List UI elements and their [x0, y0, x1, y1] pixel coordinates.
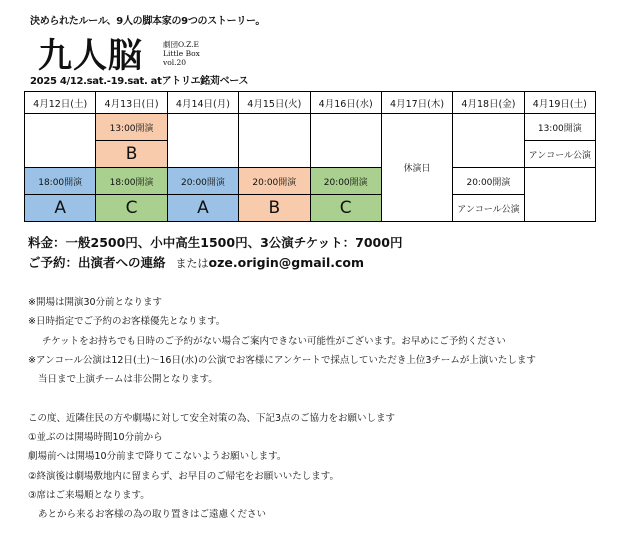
note-line: チケットをお持ちでも日時のご予約がない場合ご案内できない可能性がございます。お早めにご予約ください — [42, 335, 506, 347]
team-cell — [96, 195, 167, 222]
schedule-row — [25, 114, 596, 141]
date-header: 4月19日(土) — [524, 92, 595, 114]
schedule-row — [25, 168, 596, 195]
note-line: 劇場前へは開場10分前まで降りてこないようお願いします。 — [28, 451, 287, 463]
note-line: ※日時指定でご予約のお客様優先となります。 — [28, 316, 226, 328]
empty-slot — [239, 114, 310, 168]
note-line: この度、近隣住民の方や劇場に対して安全対策の為、下記3点のご協力をお願いします — [28, 412, 396, 424]
reservation-or: または — [175, 257, 209, 270]
note-line: 当日まで上演チームは非公開となります。 — [38, 374, 218, 386]
team-letter: B — [268, 198, 281, 218]
flyer-header — [30, 6, 330, 88]
series-name: Little Box — [163, 49, 200, 58]
team-letter: C — [125, 198, 138, 218]
reservation-info — [28, 253, 364, 271]
date-header: 4月17日(木) — [381, 92, 452, 114]
date-header: 4月12日(土) — [25, 92, 96, 114]
reservation-label: ご予約：出演者への連絡 — [28, 255, 166, 270]
team-cell — [167, 195, 238, 222]
slot-time: 20:00開演 — [453, 168, 524, 195]
rest-day-cell: 休演日 — [381, 114, 452, 222]
ticket-price: 料金：一般2500円、小中高生1500円、3公演チケット：7000円 — [28, 235, 403, 250]
note-line: ※アンコール公演は12日(土)～16日(水)の公演でお客様にアンケートで採点していただき上位3チームが上演いたします — [28, 354, 536, 366]
empty-slot — [25, 114, 96, 168]
empty-slot — [167, 114, 238, 168]
slot-time: 20:00開演 — [239, 168, 310, 195]
team-letter: B — [125, 144, 138, 164]
slot-time: 13:00開演 — [96, 114, 167, 141]
note-spacer — [28, 389, 536, 408]
slot-time: 13:00開演 — [524, 114, 595, 141]
team-cell — [239, 195, 310, 222]
date-header: 4月14日(月) — [167, 92, 238, 114]
encore-label: アンコール公演 — [524, 141, 595, 168]
team-cell — [96, 141, 167, 168]
team-cell — [310, 195, 381, 222]
show-title: 九人脳 — [38, 36, 143, 76]
empty-slot — [524, 168, 595, 222]
slot-time: 18:00開演 — [96, 168, 167, 195]
note-line: ③席はご来場順となります。 — [28, 489, 150, 501]
slot-time: 18:00開演 — [25, 168, 96, 195]
performance-schedule-table — [24, 91, 596, 222]
slot-time: 20:00開演 — [310, 168, 381, 195]
tagline: 決められたルール、9人の脚本家の9つのストーリー。 — [30, 16, 266, 27]
run-dates: 2025 4/12.sat.-19.sat. atアトリエ銘苅ベース — [30, 76, 249, 87]
date-header: 4月16日(水) — [310, 92, 381, 114]
empty-slot — [310, 114, 381, 168]
schedule-row — [25, 195, 596, 222]
team-cell — [25, 195, 96, 222]
note-line: ②終演後は劇場敷地内に留まらず、お早目のご帰宅をお願いいたします。 — [28, 470, 339, 482]
reservation-email[interactable]: oze.origin@gmail.com — [208, 255, 365, 270]
encore-label: アンコール公演 — [453, 195, 524, 222]
volume-number: vol.20 — [163, 58, 187, 67]
company-name: 劇団O.Z.E — [163, 40, 200, 49]
notes-section — [28, 293, 536, 525]
date-header: 4月18日(金) — [453, 92, 524, 114]
schedule-header-row — [25, 92, 596, 114]
note-line: あとから来るお客様の為の取り置きはご遠慮ください — [38, 509, 267, 521]
team-letter: C — [339, 198, 352, 218]
empty-slot — [453, 114, 524, 168]
note-line: ※開場は開演30分前となります — [28, 297, 163, 308]
date-header: 4月13日(日) — [96, 92, 167, 114]
team-letter: A — [197, 198, 209, 218]
team-letter: A — [54, 198, 66, 218]
note-line: ①並ぶのは開場時間10分前から — [28, 432, 163, 444]
date-header: 4月15日(火) — [239, 92, 310, 114]
company-info — [163, 40, 200, 67]
slot-time: 20:00開演 — [167, 168, 238, 195]
